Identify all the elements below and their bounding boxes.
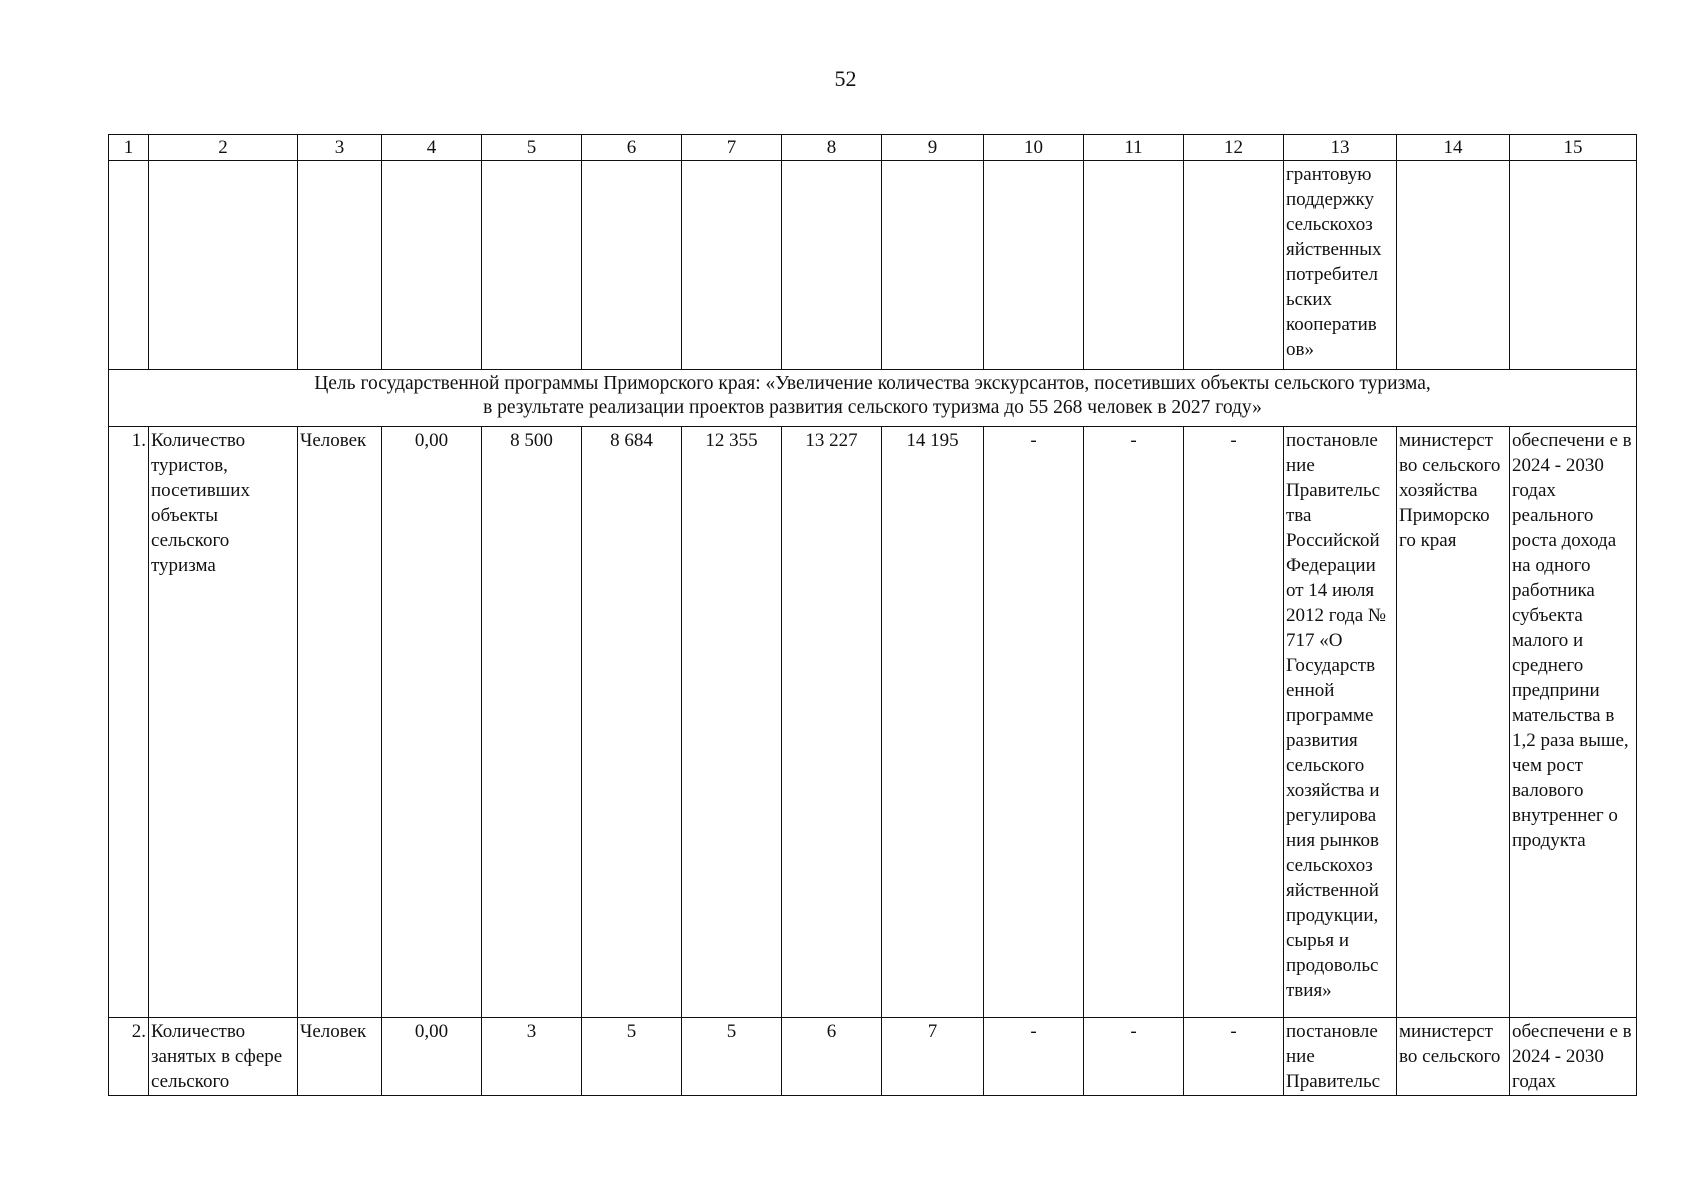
col-header: 10 (984, 135, 1084, 161)
page-number: 52 (834, 66, 857, 91)
table-row (109, 1018, 1637, 1096)
goal-link-cell: обеспечени е в 2024 - 2030 годах реального роста дохода на одного работника субъекта малого и среднего предприни мательства в 1,2 раза выше, чем рост валового внутреннег о продукта (1510, 427, 1637, 1018)
value-cell: 5 (682, 1018, 782, 1096)
responsible-cell: министерст во сельского (1397, 1018, 1510, 1096)
empty-cell (1184, 161, 1284, 370)
row-number: 1. (109, 427, 149, 1018)
col-header: 1 (109, 135, 149, 161)
col-header: 15 (1510, 135, 1637, 161)
empty-cell (984, 161, 1084, 370)
empty-cell (882, 161, 984, 370)
value-cell: 0,00 (382, 1018, 482, 1096)
empty-cell (149, 161, 298, 370)
value-cell: 3 (482, 1018, 582, 1096)
col-header: 9 (882, 135, 984, 161)
value-cell: 13 227 (782, 427, 882, 1018)
value-cell: 8 684 (582, 427, 682, 1018)
empty-cell (298, 161, 382, 370)
indicator-name: Количество туристов, посетивших объекты сельского туризма (149, 427, 298, 1018)
value-cell: - (984, 1018, 1084, 1096)
empty-cell (1397, 161, 1510, 370)
empty-cell (1510, 161, 1637, 370)
goal-cell (109, 370, 1637, 427)
value-cell: - (1084, 1018, 1184, 1096)
continued-text-cell: грантовую поддержку сельскохоз яйственных потребител ьских кооператив ов» (1284, 161, 1397, 370)
value-cell: 14 195 (882, 427, 984, 1018)
col-header: 14 (1397, 135, 1510, 161)
col-header: 4 (382, 135, 482, 161)
column-number-header (109, 135, 1637, 161)
empty-cell (109, 161, 149, 370)
value-cell: 6 (782, 1018, 882, 1096)
empty-cell (382, 161, 482, 370)
value-cell: - (984, 427, 1084, 1018)
col-header: 12 (1184, 135, 1284, 161)
value-cell: 5 (582, 1018, 682, 1096)
indicator-table (108, 134, 1637, 1096)
value-cell: 8 500 (482, 427, 582, 1018)
value-cell: - (1184, 1018, 1284, 1096)
document-basis-cell: постановле ние Правительс (1284, 1018, 1397, 1096)
empty-cell (1084, 161, 1184, 370)
responsible-cell: министерст во сельского хозяйства Приморско го края (1397, 427, 1510, 1018)
goal-line-2: в результате реализации проектов развития сельского туризма до 55 268 человек в 2027 году» (483, 397, 1262, 418)
continuation-row (109, 161, 1637, 370)
empty-cell (582, 161, 682, 370)
value-cell: 12 355 (682, 427, 782, 1018)
col-header: 7 (682, 135, 782, 161)
value-cell: 0,00 (382, 427, 482, 1018)
col-header: 8 (782, 135, 882, 161)
value-cell: - (1084, 427, 1184, 1018)
empty-cell (782, 161, 882, 370)
col-header: 13 (1284, 135, 1397, 161)
col-header: 6 (582, 135, 682, 161)
table-row (109, 427, 1637, 1018)
empty-cell (482, 161, 582, 370)
col-header: 2 (149, 135, 298, 161)
col-header: 11 (1084, 135, 1184, 161)
goal-line-1: Цель государственной программы Приморского края: «Увеличение количества экскурсантов, посетивших объекты сельского туризма, (314, 373, 1431, 394)
goal-row (109, 370, 1637, 427)
unit-cell: Человек (298, 1018, 382, 1096)
value-cell: - (1184, 427, 1284, 1018)
empty-cell (682, 161, 782, 370)
row-number: 2. (109, 1018, 149, 1096)
col-header: 5 (482, 135, 582, 161)
col-header: 3 (298, 135, 382, 161)
value-cell: 7 (882, 1018, 984, 1096)
unit-cell: Человек (298, 427, 382, 1018)
goal-link-cell: обеспечени е в 2024 - 2030 годах (1510, 1018, 1637, 1096)
document-basis-cell: постановле ние Правительс тва Российской Федерации от 14 июля 2012 года № 717 «О Государств енной программе развития сельского хозяйства и регулирова ния рынков сельскохоз яйственной продукции, сырья и продовольс твия» (1284, 427, 1397, 1018)
indicator-name: Количество занятых в сфере сельского (149, 1018, 298, 1096)
